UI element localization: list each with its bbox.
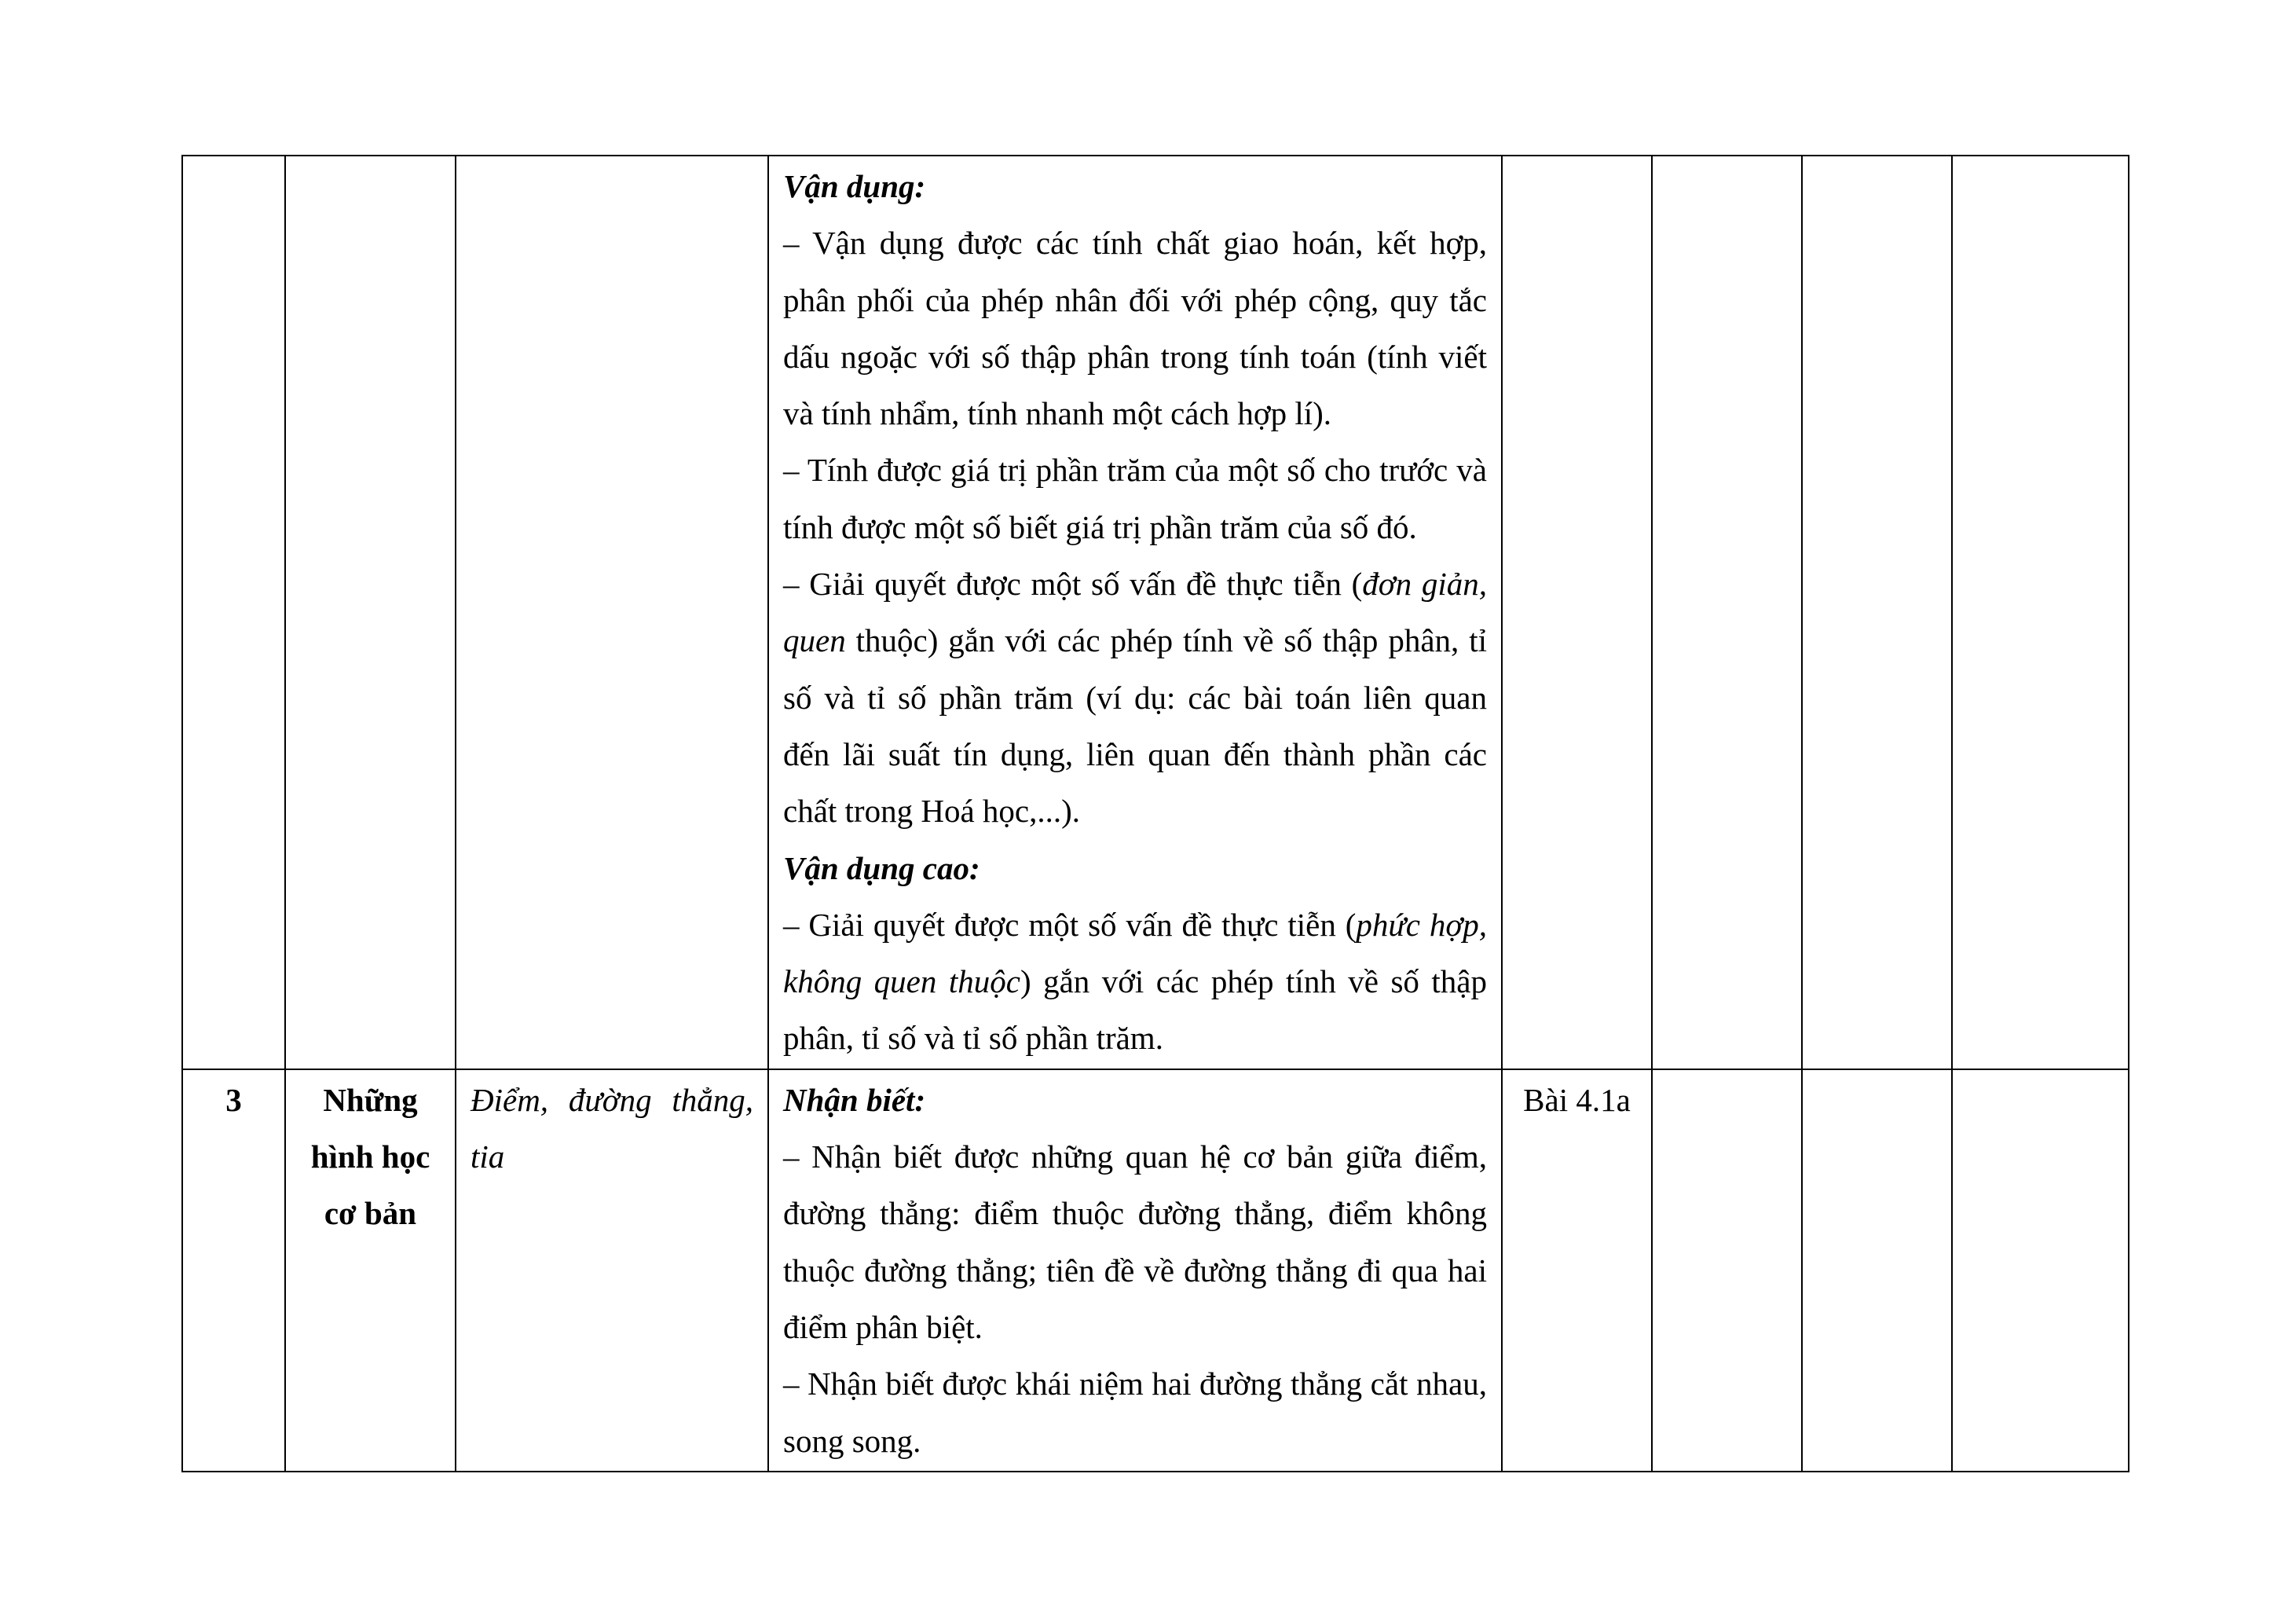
- table-row: [182, 1069, 2129, 1472]
- cell-empty: [1802, 156, 1952, 1069]
- cell-empty: [1802, 1069, 1952, 1472]
- requirement-paragraph: [783, 555, 1487, 839]
- cell-stt: 3: [182, 1069, 285, 1472]
- cell-question-ref: Bài 4.1a: [1502, 1069, 1652, 1472]
- italic-run: đơn giản, quen: [783, 566, 1487, 659]
- cell-empty: [1652, 156, 1802, 1069]
- requirement-paragraph: – Tính được giá trị phần trăm của một số cho trước và tính được một số biết giá trị phần trăm của số đó.: [783, 452, 1487, 545]
- cell-content: Điểm, đường thẳng, tia: [456, 1069, 768, 1472]
- level-heading-nhan-biet: Nhận biết:: [783, 1081, 926, 1118]
- text-run: – Giải quyết được một số vấn đề thực tiễn (: [783, 566, 1363, 603]
- text-run: thuộc) gắn với các phép tính về số thập phân, tỉ số và tỉ số phần trăm (ví dụ: các bài toán liên quan đến lãi suất tín dụng, liên quan đến thành phần các chất trong Hoá học,...).: [783, 622, 1487, 830]
- level-heading-van-dung: Vận dụng:: [783, 168, 926, 204]
- requirement-paragraph: – Nhận biết được khái niệm hai đường thẳng cắt nhau, song song.: [783, 1366, 1487, 1459]
- requirement-paragraph: – Vận dụng được các tính chất giao hoán, kết hợp, phân phối của phép nhân đối với phép cộng, quy tắc dấu ngoặc với số thập phân trong tính toán (tính viết và tính nhẩm, tính nhanh một cách hợp lí).: [783, 225, 1487, 432]
- level-heading-van-dung-cao: Vận dụng cao:: [783, 849, 980, 886]
- cell-chapter: Những hình học cơ bản: [285, 1069, 456, 1472]
- cell-empty: [1952, 156, 2129, 1069]
- text-run: ) gắn với các phép tính về số thập phân, tỉ số và tỉ số phần trăm.: [783, 963, 1487, 1057]
- cell-empty: [1652, 1069, 1802, 1472]
- requirement-paragraph: – Nhận biết được những quan hệ cơ bản giữa điểm, đường thẳng: điểm thuộc đường thẳng, điểm không thuộc đường thẳng; tiên đề về đường thẳng đi qua hai điểm phân biệt.: [783, 1138, 1487, 1345]
- text-run: – Giải quyết được một số vấn đề thực tiễn (: [783, 906, 1357, 943]
- italic-run: phức hợp, không quen thuộc: [783, 906, 1487, 1000]
- cell-stt: [182, 156, 285, 1069]
- cell-content: [456, 156, 768, 1069]
- cell-question-ref: [1502, 156, 1652, 1069]
- cell-chapter: [285, 156, 456, 1069]
- table-row: [182, 156, 2129, 1069]
- cell-requirements: [768, 156, 1502, 1069]
- cell-empty: [1952, 1069, 2129, 1472]
- cell-requirements: [768, 1069, 1502, 1472]
- assessment-matrix-table: [181, 155, 2129, 1472]
- requirement-paragraph: [783, 896, 1487, 1067]
